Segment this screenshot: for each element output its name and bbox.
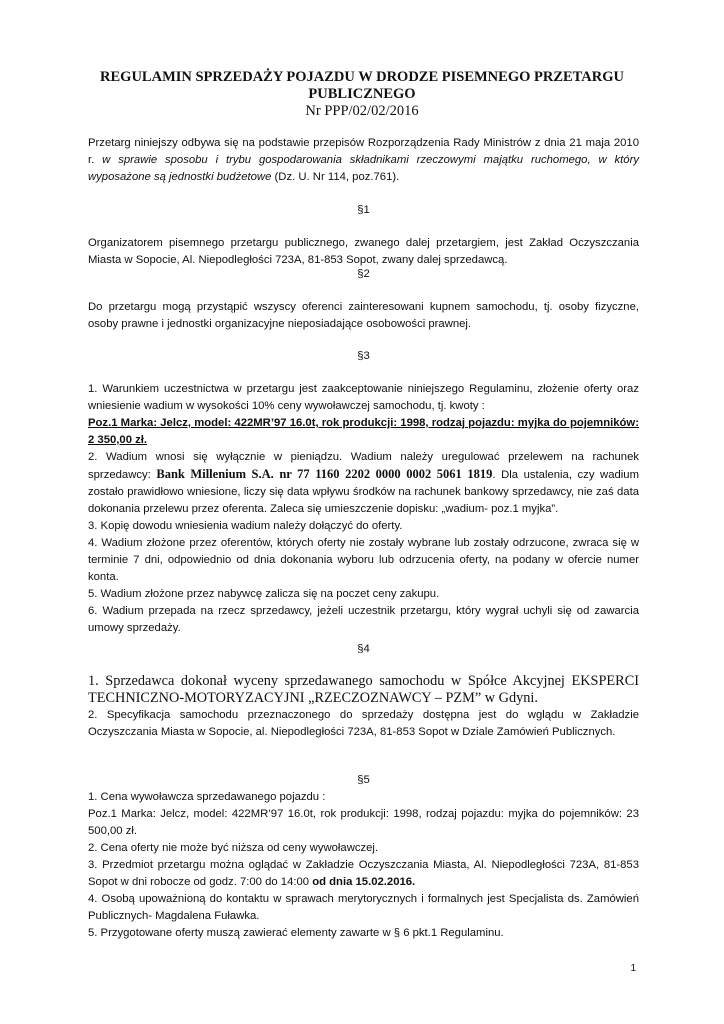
s5-item-3-text: 3. Przedmiot przetargu można oglądać w Zakładzie Oczyszczania Miasta, Al. Niepodległości 723A, 81-853 Sopot w dni robocze od godz. 7:00 do 14:00 xyxy=(88,859,639,888)
intro-text: Przetarg niniejszy odbywa się na podstawie przepisów Rozporządzenia Rady Ministrów z dnia 21 maja 2010 r. xyxy=(88,137,639,166)
s3-item-3: 3. Kopię dowodu wniesienia wadium należy dołączyć do oferty. xyxy=(88,520,403,532)
section-1-text: Organizatorem pisemnego przetargu publicznego, zwanego dalej przetargiem, jest Zakład Oczyszczania Miasta w Sopocie, Al. Niepodległości 723A, 81-853 Sopot, zwany dalej sprzedawcą. xyxy=(88,237,639,266)
title-line-1: REGULAMIN SPRZEDAŻY POJAZDU W DRODZE PISEMNEGO PRZETARGU xyxy=(100,69,624,85)
s3-item-1-lot: Poz.1 Marka: Jelcz, model: 422MR’97 16.0t, rok produkcji: 1998, rodzaj pojazdu: myjka do pojemników: 2 350,00 zł. xyxy=(88,417,639,446)
s5-item-1: 1. Cena wywoławcza sprzedawanego pojazdu : xyxy=(88,791,326,803)
s5-item-3 xyxy=(88,857,639,891)
section-4-body xyxy=(88,673,639,741)
section-5-body xyxy=(88,789,639,942)
viewing-start-date: od dnia 15.02.2016. xyxy=(312,876,416,888)
title-line-2: PUBLICZNEGO xyxy=(308,86,416,102)
section-1-heading: §1 xyxy=(357,204,370,216)
page-number: 1 xyxy=(630,963,636,974)
section-5-heading: §5 xyxy=(357,774,370,786)
s3-item-2-text-cont: . Dla ustalenia, czy wadium zostało prawidłowo wniesione, liczy się data wpływu środków na rachunek bankowy sprzedawcy, nie zaś data dokonania przelewu przez oferenta. Zaleca się umieszczenie dopisku: „wadium- poz.1 myjka”. xyxy=(88,469,639,515)
s3-item-2-text: 2. Wadium wnosi się wyłącznie w pieniądzu. Wadium należy uregulować przelewem na rachunek sprzedawcy: xyxy=(88,451,639,481)
section-2-heading: §2 xyxy=(357,268,370,280)
s3-item-5: 5. Wadium złożone przez nabywcę zalicza się na poczet ceny zakupu. xyxy=(88,588,440,600)
document-number: Nr PPP/02/02/2016 xyxy=(305,103,419,119)
s5-item-1-lot: Poz.1 Marka: Jelcz, model: 422MR’97 16.0t, rok produkcji: 1998, rodzaj pojazdu: myjka do pojemników: 23 500,00 zł. xyxy=(88,808,639,837)
s4-item-2: 2. Specyfikacja samochodu przeznaczonego do sprzedaży dostępna jest do wglądu w Zakładzie Oczyszczania Miasta w Sopocie, al. Niepodległości 723A, 81-853 Sopot w Dziale Zamówień Publicznych. xyxy=(88,709,639,738)
bank-account: Bank Millenium S.A. nr 77 1160 2202 0000 0002 5061 1819 xyxy=(156,467,493,481)
section-3-heading: §3 xyxy=(357,350,370,362)
s3-item-4: 4. Wadium złożone przez oferentów, których oferty nie zostały wybrane lub zostały odrzucone, zwraca się w terminie 7 dni, odpowiednio od dnia dokonania wyboru lub odrzucenia oferty, na podany w ofercie numer konta. xyxy=(88,537,639,583)
section-3-body xyxy=(88,381,639,637)
s5-item-5: 5. Przygotowane oferty muszą zawierać elementy zawarte w § 6 pkt.1 Regulaminu. xyxy=(88,927,504,939)
section-2-text: Do przetargu mogą przystąpić wszyscy oferenci zainteresowani kupnem samochodu, tj. osoby fizyczne, osoby prawne i jednostki organizacyjne nieposiadające osobowości prawnej. xyxy=(88,301,639,330)
s3-item-1: 1. Warunkiem uczestnictwa w przetargu jest zaakceptowanie niniejszego Regulaminu, złożenie oferty oraz wniesienie wadium w wysokości 10% ceny wywoławczej samochodu, tj. kwoty : xyxy=(88,383,639,412)
s5-item-4: 4. Osobą upoważnioną do kontaktu w sprawach merytorycznych i formalnych jest Specjalista ds. Zamówień Publicznych- Magdalena Fuławka. xyxy=(88,893,639,922)
document-title xyxy=(60,69,664,103)
intro-regulation-title: w sprawie sposobu i trybu gospodarowania składnikami rzeczowymi majątku ruchomego, w który wyposażone są jednostki budżetowe xyxy=(88,154,639,183)
intro-paragraph xyxy=(88,135,639,186)
s3-item-2 xyxy=(88,449,639,518)
s3-item-6: 6. Wadium przepada na rzecz sprzedawcy, jeżeli uczestnik przetargu, który wygrał uchyli się od zawarcia umowy sprzedaży. xyxy=(88,605,639,634)
section-4-heading: §4 xyxy=(357,643,370,655)
s4-item-1: 1. Sprzedawca dokonał wyceny sprzedawanego samochodu w Spółce Akcyjnej EKSPERCI TECHNICZNO-MOTORYZACYJNI „RZECZOZNAWCY – PZM” w Gdyni. xyxy=(88,673,639,706)
intro-citation: (Dz. U. Nr 114, poz.761). xyxy=(271,171,400,183)
s5-item-2: 2. Cena oferty nie może być niższa od ceny wywoławczej. xyxy=(88,842,379,854)
